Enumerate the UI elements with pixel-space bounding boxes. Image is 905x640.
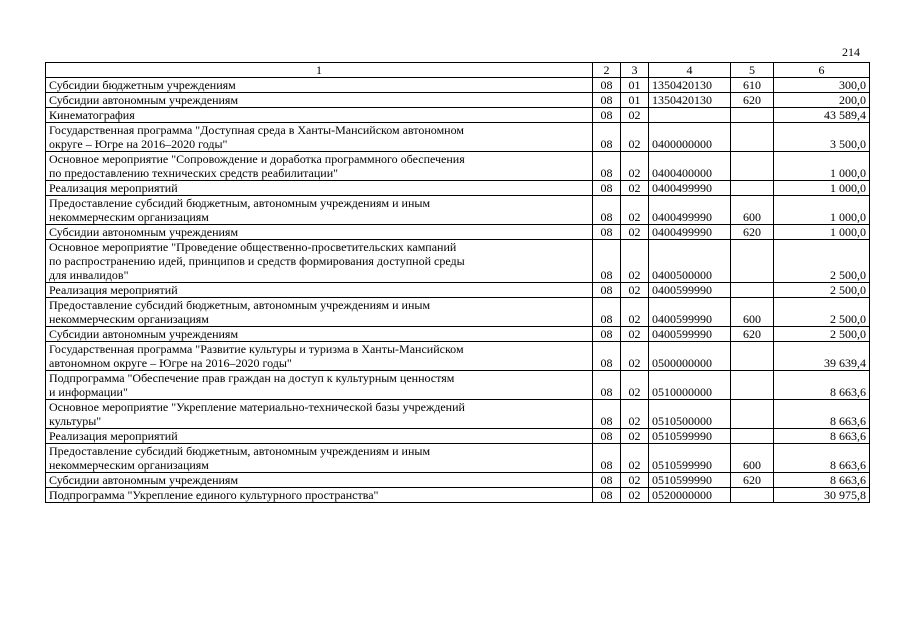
row-name-line: Государственная программа "Развитие культуры и туризма в Ханты-Мансийском: [49, 342, 464, 356]
expense-type-cell: [731, 152, 774, 181]
amount-cell: 8 663,6: [774, 429, 870, 444]
section-code-cell: 08: [593, 240, 621, 283]
target-article-cell: 0400499990: [649, 225, 731, 240]
row-name-line: Реализация мероприятий: [49, 429, 178, 443]
amount-cell: 2 500,0: [774, 298, 870, 327]
section-code-cell: 08: [593, 108, 621, 123]
target-article-cell: 0400599990: [649, 327, 731, 342]
target-article-cell: 0500000000: [649, 342, 731, 371]
row-name-line: некоммерческим организациям: [49, 312, 209, 326]
column-header-5: 5: [731, 63, 774, 78]
subsection-code-cell: 02: [621, 283, 649, 298]
table-row: [46, 283, 870, 298]
target-article-cell: 0400000000: [649, 123, 731, 152]
expense-type-cell: [731, 400, 774, 429]
column-header-2: 2: [593, 63, 621, 78]
expense-type-cell: [731, 488, 774, 503]
section-code-cell: 08: [593, 78, 621, 93]
row-name-cell: [46, 444, 593, 473]
section-code-cell: 08: [593, 196, 621, 225]
row-name-line: Подпрограмма "Обеспечение прав граждан на доступ к культурным ценностям: [49, 371, 455, 385]
expense-type-cell: [731, 181, 774, 196]
subsection-code-cell: 02: [621, 196, 649, 225]
subsection-code-cell: 02: [621, 444, 649, 473]
target-article-cell: 0400599990: [649, 283, 731, 298]
table-row: [46, 108, 870, 123]
subsection-code-cell: 02: [621, 473, 649, 488]
row-name-cell: [46, 327, 593, 342]
row-name-line: некоммерческим организациям: [49, 458, 209, 472]
row-name-line: Субсидии автономным учреждениям: [49, 327, 239, 341]
row-name-cell: [46, 488, 593, 503]
row-name-cell: [46, 78, 593, 93]
table-row: [46, 181, 870, 196]
target-article-cell: 0400499990: [649, 196, 731, 225]
table-row: [46, 225, 870, 240]
table-row: [46, 429, 870, 444]
column-header-3: 3: [621, 63, 649, 78]
subsection-code-cell: 02: [621, 123, 649, 152]
section-code-cell: 08: [593, 152, 621, 181]
row-name-line: для инвалидов": [49, 268, 129, 282]
row-name-cell: [46, 181, 593, 196]
expense-type-cell: [731, 123, 774, 152]
table-row: [46, 196, 870, 225]
row-name-cell: [46, 473, 593, 488]
row-name-cell: [46, 196, 593, 225]
row-name-cell: [46, 152, 593, 181]
row-name-line: Государственная программа "Доступная среда в Ханты-Мансийском автономном: [49, 123, 464, 137]
row-name-line: Основное мероприятие "Проведение общественно-просветительских кампаний: [49, 240, 457, 254]
expense-type-cell: [731, 371, 774, 400]
subsection-code-cell: 02: [621, 298, 649, 327]
target-article-cell: 0510000000: [649, 371, 731, 400]
subsection-code-cell: 01: [621, 93, 649, 108]
table-row: [46, 240, 870, 283]
target-article-cell: 0400499990: [649, 181, 731, 196]
section-code-cell: 08: [593, 93, 621, 108]
row-name-line: автономном округе – Югре на 2016–2020 годы": [49, 356, 292, 370]
column-header-4: 4: [649, 63, 731, 78]
amount-cell: 39 639,4: [774, 342, 870, 371]
expense-type-cell: [731, 429, 774, 444]
target-article-cell: 0400500000: [649, 240, 731, 283]
subsection-code-cell: 01: [621, 78, 649, 93]
amount-cell: 1 000,0: [774, 181, 870, 196]
subsection-code-cell: 02: [621, 240, 649, 283]
table-row: [46, 123, 870, 152]
row-name-line: Подпрограмма "Укрепление единого культурного пространства": [49, 488, 379, 502]
row-name-line: культуры": [49, 414, 102, 428]
target-article-cell: 0520000000: [649, 488, 731, 503]
table-row: [46, 371, 870, 400]
expense-type-cell: 600: [731, 298, 774, 327]
row-name-line: округе – Югре на 2016–2020 годы": [49, 137, 228, 151]
row-name-line: Субсидии автономным учреждениям: [49, 473, 239, 487]
row-name-cell: [46, 298, 593, 327]
row-name-line: по предоставлению технических средств реабилитации": [49, 166, 339, 180]
expense-type-cell: [731, 108, 774, 123]
table-row: [46, 327, 870, 342]
table-row: [46, 342, 870, 371]
amount-cell: 8 663,6: [774, 444, 870, 473]
budget-table: [45, 62, 870, 503]
amount-cell: 2 500,0: [774, 283, 870, 298]
target-article-cell: 0510599990: [649, 473, 731, 488]
row-name-cell: [46, 108, 593, 123]
section-code-cell: 08: [593, 400, 621, 429]
row-name-line: Предоставление субсидий бюджетным, автономным учреждениям и иным: [49, 196, 431, 210]
column-header-1: 1: [46, 63, 593, 78]
expense-type-cell: 610: [731, 78, 774, 93]
subsection-code-cell: 02: [621, 488, 649, 503]
subsection-code-cell: 02: [621, 181, 649, 196]
row-name-cell: [46, 371, 593, 400]
row-name-line: некоммерческим организациям: [49, 210, 209, 224]
row-name-line: и информации": [49, 385, 128, 399]
section-code-cell: 08: [593, 181, 621, 196]
row-name-cell: [46, 225, 593, 240]
table-row: [46, 400, 870, 429]
section-code-cell: 08: [593, 298, 621, 327]
row-name-cell: [46, 240, 593, 283]
row-name-line: Кинематография: [49, 108, 135, 122]
amount-cell: 2 500,0: [774, 240, 870, 283]
row-name-line: Основное мероприятие "Сопровождение и доработка программного обеспечения: [49, 152, 465, 166]
subsection-code-cell: 02: [621, 225, 649, 240]
amount-cell: 1 000,0: [774, 196, 870, 225]
expense-type-cell: 620: [731, 327, 774, 342]
table-row: [46, 93, 870, 108]
amount-cell: 8 663,6: [774, 371, 870, 400]
amount-cell: 1 000,0: [774, 225, 870, 240]
amount-cell: 300,0: [774, 78, 870, 93]
table-row: [46, 152, 870, 181]
subsection-code-cell: 02: [621, 108, 649, 123]
section-code-cell: 08: [593, 225, 621, 240]
target-article-cell: 0400599990: [649, 298, 731, 327]
expense-type-cell: [731, 283, 774, 298]
row-name-cell: [46, 342, 593, 371]
amount-cell: 200,0: [774, 93, 870, 108]
subsection-code-cell: 02: [621, 400, 649, 429]
row-name-line: Субсидии автономным учреждениям: [49, 225, 239, 239]
amount-cell: 8 663,6: [774, 473, 870, 488]
target-article-cell: [649, 108, 731, 123]
subsection-code-cell: 02: [621, 342, 649, 371]
row-name-line: Предоставление субсидий бюджетным, автономным учреждениям и иным: [49, 298, 431, 312]
table-row: [46, 78, 870, 93]
amount-cell: 43 589,4: [774, 108, 870, 123]
expense-type-cell: 620: [731, 93, 774, 108]
table-row: [46, 488, 870, 503]
subsection-code-cell: 02: [621, 429, 649, 444]
section-code-cell: 08: [593, 429, 621, 444]
row-name-cell: [46, 429, 593, 444]
section-code-cell: 08: [593, 283, 621, 298]
row-name-cell: [46, 123, 593, 152]
target-article-cell: 0510599990: [649, 444, 731, 473]
target-article-cell: 0400400000: [649, 152, 731, 181]
subsection-code-cell: 02: [621, 371, 649, 400]
section-code-cell: 08: [593, 327, 621, 342]
row-name-line: Реализация мероприятий: [49, 181, 178, 195]
column-header-6: 6: [774, 63, 870, 78]
expense-type-cell: 600: [731, 444, 774, 473]
row-name-cell: [46, 400, 593, 429]
row-name-line: Субсидии бюджетным учреждениям: [49, 78, 236, 92]
subsection-code-cell: 02: [621, 327, 649, 342]
table-body: [46, 78, 870, 503]
page-number: 214: [842, 45, 860, 59]
section-code-cell: 08: [593, 371, 621, 400]
expense-type-cell: 620: [731, 473, 774, 488]
row-name-line: по распространению идей, принципов и средств формирования доступной среды: [49, 254, 465, 268]
section-code-cell: 08: [593, 342, 621, 371]
row-name-line: Предоставление субсидий бюджетным, автономным учреждениям и иным: [49, 444, 431, 458]
header-row: [46, 63, 870, 78]
table-row: [46, 444, 870, 473]
table-row: [46, 473, 870, 488]
expense-type-cell: 600: [731, 196, 774, 225]
amount-cell: 3 500,0: [774, 123, 870, 152]
subsection-code-cell: 02: [621, 152, 649, 181]
row-name-line: Субсидии автономным учреждениям: [49, 93, 239, 107]
section-code-cell: 08: [593, 473, 621, 488]
expense-type-cell: 620: [731, 225, 774, 240]
section-code-cell: 08: [593, 444, 621, 473]
table-header: [46, 63, 870, 78]
target-article-cell: 1350420130: [649, 78, 731, 93]
row-name-cell: [46, 93, 593, 108]
section-code-cell: 08: [593, 123, 621, 152]
row-name-cell: [46, 283, 593, 298]
amount-cell: 1 000,0: [774, 152, 870, 181]
row-name-line: Основное мероприятие "Укрепление материально-технической базы учреждений: [49, 400, 465, 414]
section-code-cell: 08: [593, 488, 621, 503]
target-article-cell: 1350420130: [649, 93, 731, 108]
table-row: [46, 298, 870, 327]
amount-cell: 2 500,0: [774, 327, 870, 342]
target-article-cell: 0510599990: [649, 429, 731, 444]
target-article-cell: 0510500000: [649, 400, 731, 429]
row-name-line: Реализация мероприятий: [49, 283, 178, 297]
amount-cell: 8 663,6: [774, 400, 870, 429]
expense-type-cell: [731, 240, 774, 283]
expense-type-cell: [731, 342, 774, 371]
amount-cell: 30 975,8: [774, 488, 870, 503]
